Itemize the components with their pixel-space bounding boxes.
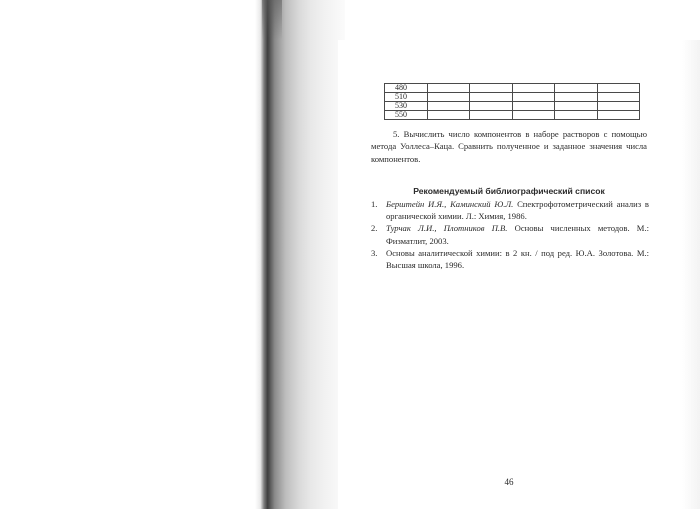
reference-item [371,198,649,222]
task-paragraph: 5. Вычислить число компонентов в наборе растворов с помощью метода Уоллеса–Каца. Сравнить полученное и заданное значения числа компонентов. [371,129,647,164]
empty-cell [470,84,512,93]
empty-cell [512,93,554,102]
reference-text: Основы численных методов. М.: Физматлит, 2003. [386,223,649,246]
book-spine-shadow [255,0,345,509]
left-blank-page [0,0,262,509]
reference-number: 1. [371,199,378,209]
wavelength-cell: 510 [385,93,428,102]
reference-item [371,247,649,271]
empty-cell [428,111,470,120]
wavelength-cell: 530 [385,102,428,111]
empty-cell [597,93,639,102]
empty-cell [597,111,639,120]
table-row [385,93,640,102]
empty-cell [428,93,470,102]
empty-cell [597,102,639,111]
references-heading: Рекомендуемый библиографический список [413,186,605,196]
empty-cell [512,102,554,111]
page-edge [682,40,700,509]
reference-text: Спектрофотометрический анализ в органической химии. Л.: Химия, 1986. [386,199,649,222]
empty-cell [428,84,470,93]
empty-cell [555,93,597,102]
wavelength-cell: 480 [385,84,428,93]
empty-cell [512,84,554,93]
reference-item [371,222,649,246]
empty-cell [428,102,470,111]
table-row [385,102,640,111]
references-list [371,198,649,271]
spine-top-shadow [262,0,282,40]
reference-number: 3. [371,247,378,258]
data-table [384,83,640,120]
empty-cell [555,84,597,93]
table-row [385,84,640,93]
reference-number: 2. [371,223,378,234]
empty-cell [555,102,597,111]
table-row [385,111,640,120]
empty-cell [512,111,554,120]
reference-authors: Турчак Л.И., Плотников П.В. [386,223,508,234]
reference-text: Основы аналитической химии: в 2 кн. / под ред. Ю.А. Золотова. М.: Высшая школа, 1996. [386,247,649,271]
empty-cell [470,111,512,120]
wavelength-cell: 550 [385,111,428,120]
empty-cell [555,111,597,120]
page-number: 46 [504,477,514,487]
empty-cell [470,102,512,111]
empty-cell [470,93,512,102]
reference-authors: Берштейн И.Я., Каминский Ю.Л. [386,199,514,209]
empty-cell [597,84,639,93]
